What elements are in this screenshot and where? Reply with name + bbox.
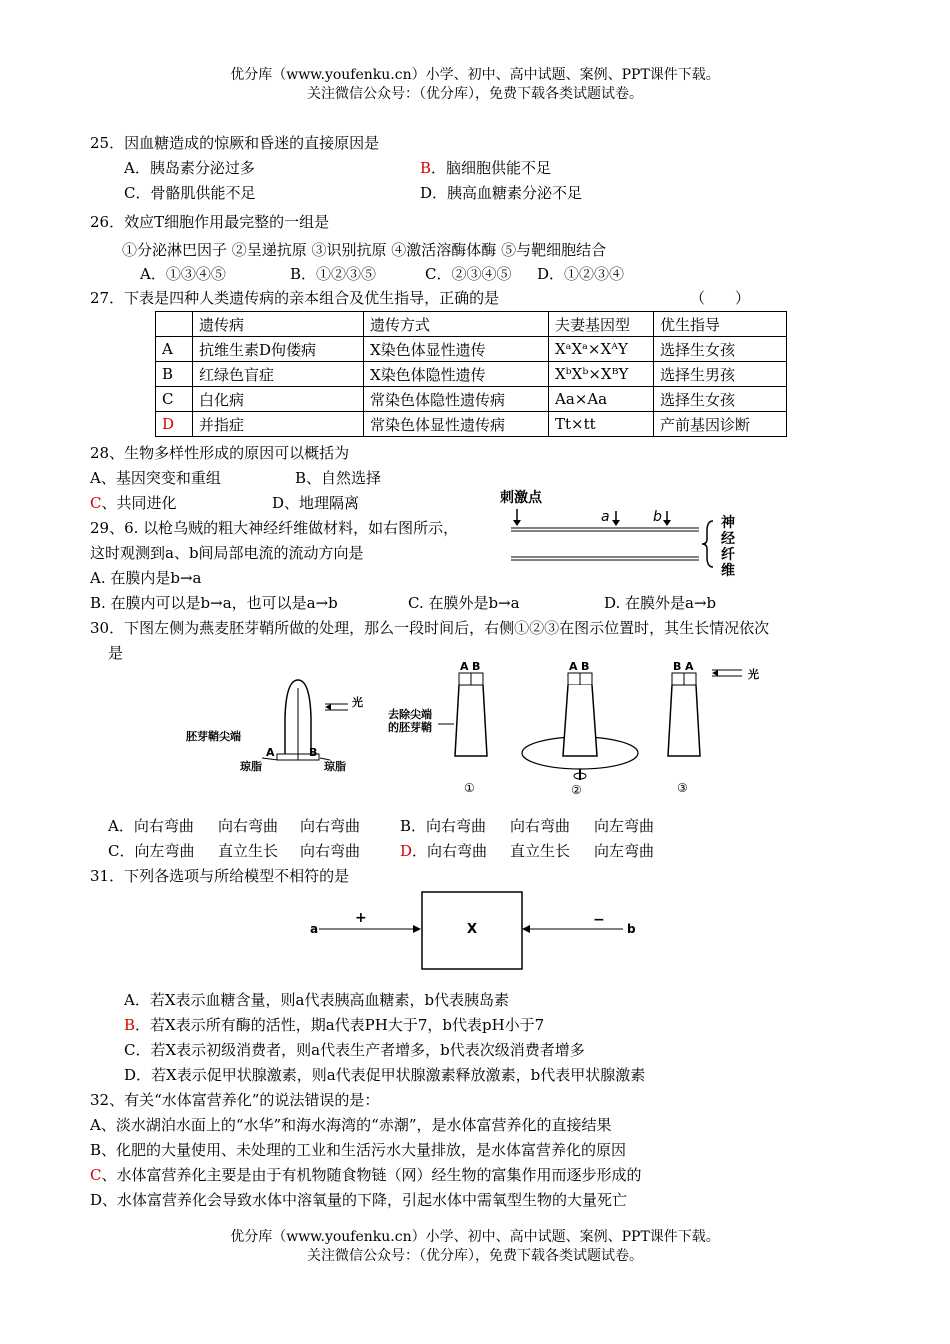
q32-option-a: A、淡水湖泊水面上的“水华”和海水海湾的“赤潮”，是水体富营养化的直接结果 — [90, 1116, 612, 1134]
advice-cell: 选择生女孩 — [654, 337, 787, 362]
q26-option-d: D．①②③④ — [537, 265, 625, 283]
q31-stem: 31．下列各选项与所给模型不相符的是 — [90, 867, 350, 885]
block-2a — [568, 673, 580, 685]
fiber-label-char: 经 — [721, 531, 735, 547]
q30-option-d-3: 向左弯曲 — [594, 842, 655, 860]
plus-sign: + — [355, 910, 367, 926]
genotype-cell: XᵃXᵃ×XᴬY — [549, 337, 654, 362]
light-arrowhead-left — [325, 704, 331, 710]
row-label: C — [156, 387, 193, 412]
coleoptile-1 — [455, 685, 487, 756]
q32-answer-mark: C — [90, 1166, 102, 1184]
q32-stem: 32、有关“水体富营养化”的说法错误的是： — [90, 1091, 380, 1109]
q29-stem-line1: 29、6. 以枪乌贼的粗大神经纤维做材料，如右图所示， — [90, 519, 459, 537]
q32-option-d: D、水体富营养化会导致水体中溶氧量的下降，引起水体中需氧型生物的大量死亡 — [90, 1191, 628, 1209]
mode-cell: 常染色体显性遗传病 — [364, 412, 549, 437]
light-label-right: 光 — [748, 668, 759, 681]
q25-option-d: D．胰高血糖素分泌不足 — [420, 184, 583, 202]
block-2a-label: A — [569, 660, 578, 673]
q28-option-d: D、地理隔离 — [272, 494, 360, 512]
fiber-label-char: 纤 — [721, 547, 735, 563]
coleoptile-tip-label: 胚芽鞘尖端 — [186, 730, 241, 743]
table-row — [156, 412, 787, 437]
block-3a — [684, 673, 696, 685]
q29-option-d: D. 在膜外是a→b — [604, 594, 717, 612]
minus-sign: − — [593, 912, 605, 928]
q30-option-a-2: 向右弯曲 — [218, 817, 279, 835]
mode-cell: X染色体隐性遗传 — [364, 362, 549, 387]
row-label-answer: D — [156, 412, 193, 437]
table-header-cell: 遗传病 — [193, 312, 364, 337]
disease-cell: 抗维生素D佝偻病 — [193, 337, 364, 362]
advice-cell: 产前基因诊断 — [654, 412, 787, 437]
q30-option-c-1: C．向左弯曲 — [108, 842, 195, 860]
table-header-cell: 优生指导 — [654, 312, 787, 337]
decapitated-label-2: 的胚芽鞘 — [388, 721, 432, 734]
fiber-label-char: 维 — [721, 563, 735, 579]
q30-option-a-1: A．向右弯曲 — [108, 817, 194, 835]
q30-option-d-1: D．向右弯曲 — [400, 842, 488, 860]
arrowhead-a-to-x — [413, 925, 421, 933]
label-circle-1: ① — [464, 781, 475, 795]
genotype-cell: Tt×tt — [549, 412, 654, 437]
q28-stem: 28、生物多样性形成的原因可以概括为 — [90, 444, 350, 462]
row-label: A — [156, 337, 193, 362]
row-label: B — [156, 362, 193, 387]
light-arrowhead-right — [712, 670, 718, 676]
light-label-left: 光 — [352, 696, 363, 709]
q25-answer-mark: B — [420, 159, 432, 177]
agar-label-a: 琼脂 — [240, 760, 262, 773]
point-b-arrowhead — [663, 520, 671, 526]
advice-cell: 选择生女孩 — [654, 387, 787, 412]
model-input-b: b — [627, 922, 636, 936]
q26-option-b: B．①②③⑤ — [290, 265, 377, 283]
q28-option-a: A、基因突变和重组 — [90, 469, 221, 487]
q26-items: ①分泌淋巴因子 ②呈递抗原 ③识别抗原 ④激活溶酶体酶 ⑤与靶细胞结合 — [122, 241, 607, 259]
arrowhead-b-to-x — [522, 925, 530, 933]
stimulation-point-label: 刺激点 — [500, 490, 542, 506]
stimulation-arrowhead — [513, 520, 521, 526]
genetics-table — [155, 311, 787, 437]
q30-answer-mark: D — [400, 842, 413, 860]
mode-cell: X染色体显性遗传 — [364, 337, 549, 362]
q26-option-a: A．①③④⑤ — [140, 265, 226, 283]
q29-option-b: B. 在膜内可以是b→a，也可以是a→b — [90, 594, 338, 612]
model-box-label: X — [467, 922, 478, 937]
decapitated-label-1: 去除尖端 — [388, 708, 432, 721]
page-header-line1: 优分库（www.youfenku.cn）小学、初中、高中试题、案例、PPT课件下载。 — [230, 67, 720, 83]
q25-option-a: A．胰岛素分泌过多 — [124, 159, 255, 177]
block-1b — [471, 673, 483, 685]
table-row — [156, 337, 787, 362]
page-footer-line1: 优分库（www.youfenku.cn）小学、初中、高中试题、案例、PPT课件下载。 — [230, 1229, 720, 1245]
block-1a-label: A — [460, 660, 469, 673]
coleoptile-figure — [180, 658, 780, 808]
table-header-cell: 遗传方式 — [364, 312, 549, 337]
q29-option-c: C. 在膜外是b→a — [408, 594, 520, 612]
block-2b-label: B — [581, 660, 590, 673]
q28-option-c: C、共同进化 — [90, 494, 177, 512]
block-1b-label: B — [472, 660, 481, 673]
nerve-fiber-figure — [495, 485, 785, 580]
q28-option-b: B、自然选择 — [295, 469, 382, 487]
table-header-cell: 夫妻基因型 — [549, 312, 654, 337]
agar-label-b: 琼脂 — [324, 760, 346, 773]
q31-option-d: D．若X表示促甲状腺激素，则a代表促甲状腺激素释放激素，b代表甲状腺激素 — [124, 1066, 646, 1084]
table-header-cell — [156, 312, 193, 337]
genotype-cell: Aa×Aa — [549, 387, 654, 412]
q30-stem-line1: 30．下图左侧为燕麦胚芽鞘所做的处理，那么一段时间后，右侧①②③在图示位置时，其生长情况依次 — [90, 619, 770, 637]
label-circle-2: ② — [571, 783, 582, 797]
block-3a-label: A — [685, 660, 694, 673]
q30-option-b-1: B．向右弯曲 — [400, 817, 487, 835]
agar-b-label: B — [309, 746, 318, 759]
q31-option-b: B．若X表示所有酶的活性，期a代表PH大于7，b代表pH小于7 — [124, 1016, 545, 1034]
model-input-a: a — [310, 922, 319, 936]
table-row — [156, 362, 787, 387]
q25-stem: 25．因血糖造成的惊厥和昏迷的直接原因是 — [90, 134, 380, 152]
mode-cell: 常染色体隐性遗传病 — [364, 387, 549, 412]
disease-cell: 白化病 — [193, 387, 364, 412]
table-header-row — [156, 312, 787, 337]
page-header-line2: 关注微信公众号：（优分库），免费下载各类试题试卷。 — [307, 86, 643, 102]
q30-option-b-3: 向左弯曲 — [594, 817, 655, 835]
fiber-brace — [702, 521, 713, 567]
q25-option-c: C．骨骼肌供能不足 — [124, 184, 256, 202]
q30-option-a-3: 向右弯曲 — [300, 817, 361, 835]
table-row — [156, 387, 787, 412]
q27-stem: 27．下表是四种人类遗传病的亲本组合及优生指导，正确的是 — [90, 289, 500, 307]
q26-option-c: C．②③④⑤ — [425, 265, 512, 283]
point-b-label: b — [653, 509, 662, 525]
q30-option-c-2: 直立生长 — [218, 842, 279, 860]
q32-option-b: B、化肥的大量使用、未处理的工业和生活污水大量排放，是水体富营养化的原因 — [90, 1141, 627, 1159]
q31-option-c: C．若X表示初级消费者，则a代表生产者增多，b代表次级消费者增多 — [124, 1041, 585, 1059]
agar-block-a — [277, 754, 298, 760]
coleoptile-2 — [563, 685, 597, 756]
q32-option-c: C、水体富营养化主要是由于有机物随食物链（网）经生物的富集作用而逐步形成的 — [90, 1166, 642, 1184]
q26-stem: 26．效应T细胞作用最完整的一组是 — [90, 213, 330, 231]
feedback-model-figure — [305, 885, 645, 975]
genotype-cell: XᵇXᵇ×XᴮY — [549, 362, 654, 387]
q27-answer-paren: （ ） — [690, 289, 751, 307]
q30-option-b-2: 向右弯曲 — [510, 817, 571, 835]
q31-answer-mark: B — [124, 1016, 136, 1034]
disease-cell: 红绿色盲症 — [193, 362, 364, 387]
advice-cell: 选择生男孩 — [654, 362, 787, 387]
fiber-label-char: 神 — [721, 515, 735, 531]
q29-stem-line2: 这时观测到a、b间局部电流的流动方向是 — [90, 544, 364, 562]
point-a-label: a — [601, 509, 610, 525]
block-3b — [672, 673, 684, 685]
q28-answer-mark: C — [90, 494, 102, 512]
page-footer-line2: 关注微信公众号：（优分库），免费下载各类试题试卷。 — [307, 1248, 643, 1264]
q25-option-b: B．脑细胞供能不足 — [420, 159, 552, 177]
block-1a — [459, 673, 471, 685]
label-circle-3: ③ — [677, 781, 688, 795]
q31-option-a: A．若X表示血糖含量，则a代表胰高血糖素，b代表胰岛素 — [124, 991, 510, 1009]
q29-option-a: A. 在膜内是b→a — [90, 569, 202, 587]
agar-a-label: A — [266, 746, 275, 759]
q30-stem-line2: 是 — [108, 644, 124, 662]
q30-option-c-3: 向右弯曲 — [300, 842, 361, 860]
point-a-arrowhead — [612, 520, 620, 526]
coleoptile-3 — [668, 685, 700, 756]
block-3b-label: B — [673, 660, 682, 673]
disease-cell: 并指症 — [193, 412, 364, 437]
q30-option-d-2: 直立生长 — [510, 842, 571, 860]
block-2b — [580, 673, 592, 685]
